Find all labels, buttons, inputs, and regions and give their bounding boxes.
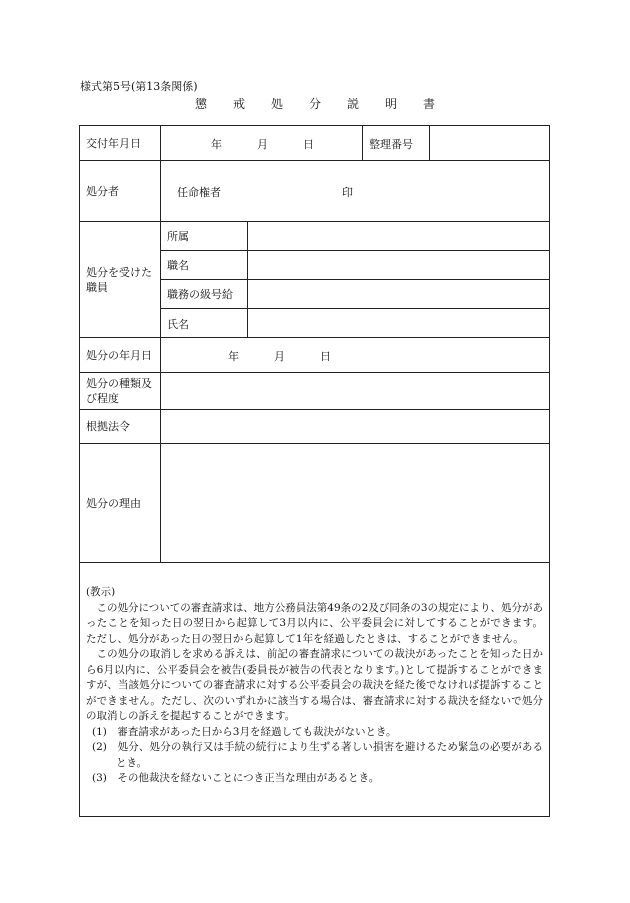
name-value[interactable] xyxy=(248,309,549,338)
title-char: 分 xyxy=(308,97,321,111)
name-label: 氏名 xyxy=(161,309,248,338)
notice-item: (3) その他裁決を経ないことにつき正当な理由があるとき。 xyxy=(92,772,380,784)
title-char: 処 xyxy=(270,97,283,111)
issue-year: 年 xyxy=(211,138,222,151)
issue-month: 月 xyxy=(257,138,268,151)
form-number: 様式第5号(第13条関係) xyxy=(80,80,198,93)
disposal-type-value[interactable] xyxy=(161,373,549,409)
row-issue-date xyxy=(80,126,549,161)
grade-value[interactable] xyxy=(248,280,549,308)
affiliation-label: 所属 xyxy=(161,222,248,250)
row-legal-basis xyxy=(80,410,549,444)
legal-basis-value[interactable] xyxy=(161,410,549,443)
notice-heading: (教示) xyxy=(86,586,116,598)
job-title-label: 職名 xyxy=(161,251,248,279)
issue-day: 日 xyxy=(303,138,314,151)
divider xyxy=(429,126,430,160)
reason-value[interactable] xyxy=(161,444,549,562)
notice-item: (1) 審査請求があった日から3月を経過しても裁決がないとき。 xyxy=(92,725,397,738)
title-char: 戒 xyxy=(232,97,245,111)
disposal-type-label: 処分の種類及び程度 xyxy=(80,373,161,409)
notice-item: (2) 処分、処分の執行又は手続の続行により生ずる著しい損害を避けるため緊急の必要があるとき。 xyxy=(92,741,543,769)
title-char: 明 xyxy=(385,97,398,111)
ref-no-label: 整理番号 xyxy=(369,138,413,151)
authority-text: 任命権者 xyxy=(177,186,221,199)
affiliation-value[interactable] xyxy=(248,222,549,250)
disposal-month: 月 xyxy=(274,350,285,363)
disposal-day: 日 xyxy=(320,350,331,363)
job-title-value[interactable] xyxy=(248,251,549,279)
legal-basis-label: 根拠法令 xyxy=(80,410,161,443)
grade-label: 職務の級号給 xyxy=(161,280,248,308)
notice-paragraph: この処分についての審査請求は、地方公務員法第49条の2及び同条の3の規定により、処分があったことを知った日の翌日から起算して3月以内に、公平委員会に対してすることができます。ただし、処分があった日の翌日から起算して1年を経過したときは、することができません。 xyxy=(86,601,544,645)
disposal-year: 年 xyxy=(228,350,239,363)
employee-field-row xyxy=(161,280,549,309)
reason-label: 処分の理由 xyxy=(80,444,161,562)
disposal-date-label: 処分の年月日 xyxy=(80,338,161,372)
row-reason xyxy=(80,444,549,563)
title-char: 書 xyxy=(423,97,436,111)
employee-field-row xyxy=(161,251,549,280)
document-title xyxy=(80,97,550,111)
row-disposal-type xyxy=(80,373,549,410)
employee-field-row xyxy=(161,222,549,251)
disposer-label: 処分者 xyxy=(80,161,161,221)
title-char: 懲 xyxy=(194,97,207,111)
issue-date-label: 交付年月日 xyxy=(80,126,161,160)
title-char: 説 xyxy=(347,97,360,111)
form-table xyxy=(79,125,550,817)
row-disposal-date xyxy=(80,338,549,373)
seal-mark: 印 xyxy=(342,186,353,199)
row-employee xyxy=(80,222,549,338)
employee-label: 処分を受けた職員 xyxy=(80,222,161,337)
row-disposer xyxy=(80,161,549,222)
employee-field-row xyxy=(161,309,549,338)
notice-paragraph: この処分の取消しを求める訴えは、前記の審査請求についての裁決があったことを知った日から6月以内に、公平委員会を被告(委員長が被告の代表となります。)として提訴することができますが、当該処分についての審査請求に対する公平委員会の裁決を経た後でなければ提訴することができません。ただし、次のいずれかに該当する場合は、審査請求に対する裁決を経ないで処分の取消しの訴えを提起することができます。 xyxy=(86,648,543,722)
notice-section xyxy=(80,563,549,787)
divider xyxy=(362,126,363,160)
